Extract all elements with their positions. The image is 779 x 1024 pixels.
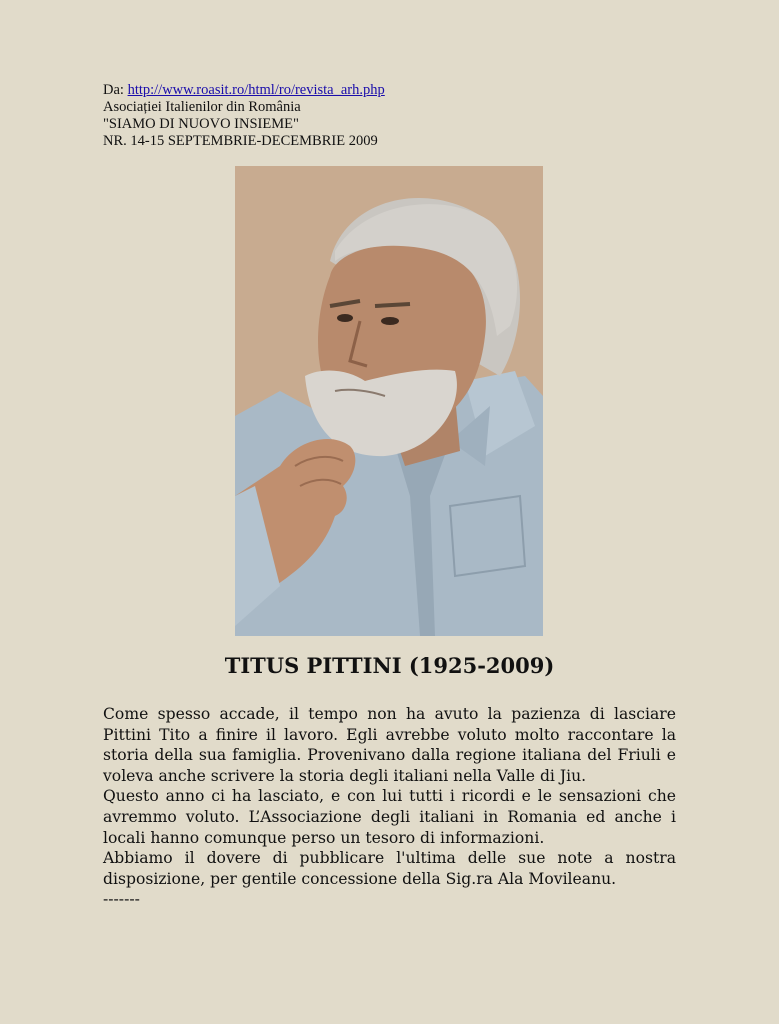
source-issue: NR. 14-15 SEPTEMBRIE-DECEMBRIE 2009	[103, 133, 378, 149]
article-title: TITUS PITTINI (1925-2009)	[224, 653, 555, 678]
source-url-link[interactable]: http://www.roasit.ro/html/ro/revista_arh.php	[127, 82, 385, 98]
article-body	[103, 704, 676, 910]
article-paragraph: Come spesso accade, il tempo non ha avuto la pazienza di lasciare Pittini Tito a finire il lavoro. Egli avrebbe voluto molto raccontare la storia della sua famiglia. Provenivano dalla regione italiana del Friuli e voleva anche scrivere la storia degli italiani nella Valle di Jiu.	[103, 705, 676, 785]
source-url-line	[103, 82, 703, 99]
source-association: Asociației Italienilor din România	[103, 99, 301, 115]
article-paragraph: Abbiamo il dovere di pubblicare l'ultima delle sue note a nostra disposizione, per gentile concessione della Sig.ra Ala Movileanu.	[103, 849, 676, 888]
portrait-photo	[235, 166, 543, 636]
source-prefix: Da:	[103, 82, 128, 98]
article-paragraph: Questo anno ci ha lasciato, e con lui tutti i ricordi e le sensazioni che avremmo voluto. L’Associazione degli italiani in Romania ed anche i locali hanno comunque perso un tesoro di informazioni.	[103, 787, 676, 847]
source-magazine: "SIAMO DI NUOVO INSIEME"	[103, 116, 299, 132]
article-separator: -------	[103, 890, 140, 909]
source-header	[103, 82, 703, 150]
